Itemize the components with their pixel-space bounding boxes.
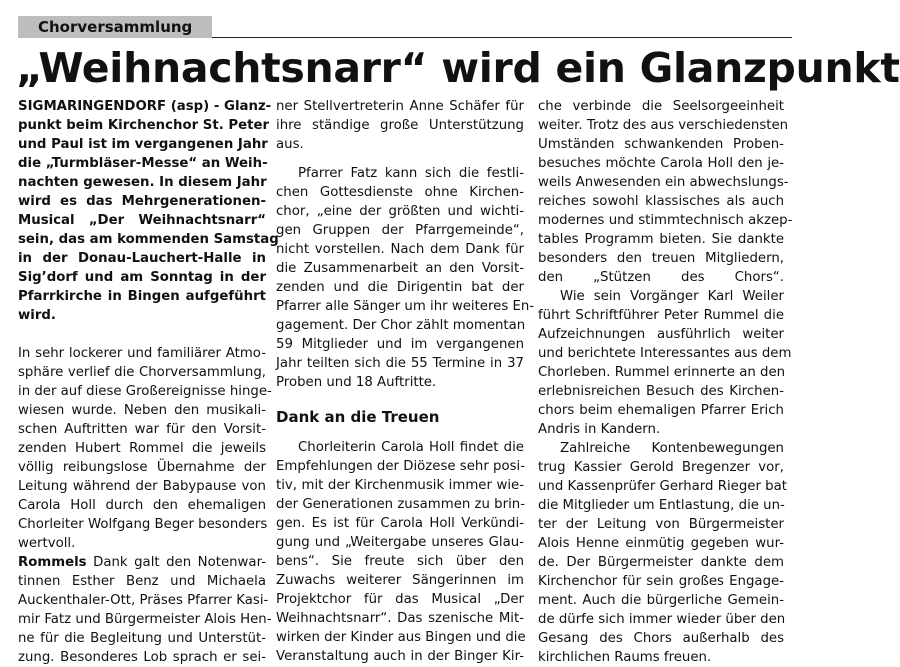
text-line: mir Fatz und Bürgermeister Alois Hen- [18,612,272,627]
text-line: die Mitglieder um Entlastung, die un- [538,498,785,513]
text-line: den „Stützen des Chors“. [538,270,784,285]
text-line: wirken der Kinder aus Bingen und die [276,630,526,645]
text-line: führt Schriftführer Peter Rummel die [538,308,784,323]
text-line: punkt beim Kirchenchor St. Peter [18,118,270,133]
text-line: weils Anwesenden ein abwechslungs- [538,175,789,190]
subheading: Dank an die Treuen [276,408,440,426]
text-line: ment. Auch die bürgerliche Gemein- [538,593,784,608]
text-line: bens“. Sie freute sich über den [276,554,524,569]
text-line: ne für die Begleitung und Unterstüt- [18,631,266,646]
text-line: in der auf diese Großereignisse hinge- [18,384,272,399]
text-line: Musical „Der Weihnachtsnarr“ [18,213,266,228]
text-line: Leitung während der Babypause von [18,479,266,494]
text-line: und Kassenprüfer Gerhard Rieger bat [538,479,787,494]
text-line: gen Gruppen der Pfarrgemeinde“, [276,223,524,238]
text-line: aus. [276,137,304,152]
header-rule [212,37,792,38]
text-line: chors beim ehemaligen Pfarrer Erich [538,403,784,418]
text-line: Empfehlungen der Diözese sehr posi- [276,459,526,474]
text-line: ihre ständige große Unterstützung [276,118,524,133]
section-kicker [18,16,212,38]
text-line: trug Kassier Gerold Bregenzer vor, [538,460,784,475]
text-line: In sehr lockerer und familiärer Atmo- [18,346,266,361]
text-line: chor, „eine der größten und wichti- [276,204,524,219]
text-line: wiesen wurde. Neben den musikali- [18,403,266,418]
text-line: tables Programm bieten. Sie dankte [538,232,784,247]
text-line: sphäre verlief die Chorversammlung, [18,365,266,380]
text-line: die „Turmbläser-Messe“ an Weih- [18,156,268,171]
text-line: Sig’dorf und am Sonntag in der [18,270,266,285]
text-line: Projektchor für das Musical „Der [276,592,524,607]
text-line: völlig reibungslose Übernahme der [18,460,266,475]
text-line: Wie sein Vorgänger Karl Weiler [560,289,784,304]
paragraph [276,164,535,392]
text-line: Zuwachs weiterer Sängerinnen im [276,573,524,588]
text-line: Alois Henne einmütig gegeben wur- [538,536,784,551]
text-line: gung und „Weitergabe unseres Glau- [276,535,524,550]
text-line: Zahlreiche Kontenbewegungen [560,441,784,456]
text-line: besonders den treuen Mitgliedern, [538,251,784,266]
text-line: wertvoll. [18,536,76,551]
lead-paragraph [18,97,279,325]
text-line: de. Der Bürgermeister dankte dem [538,555,784,570]
text-line: Pfarrer Fatz kann sich die festli- [298,166,524,181]
text-line: die Zusammenarbeit an den Vorsit- [276,261,524,276]
text-line: besuches möchte Carola Holl den je- [538,156,784,171]
text-line: 59 Mitglieder und im vergangenen [276,337,524,352]
text-line: Proben und 18 Auftritte. [276,375,437,390]
text-line: SIGMARINGENDORF (asp) - Glanz- [18,99,272,114]
paragraph [276,438,524,666]
text-line: chen Gottesdienste ohne Kirchen- [276,185,524,200]
text-line: Veranstaltung auch in der Binger Kir- [276,649,524,664]
kicker-label: Chorversammlung [38,18,193,36]
text-line: Kirchenchor für sein großes Engage- [538,574,784,589]
text-run: Dank galt den Notenwar- [86,555,266,570]
text-line: und Paul ist im vergangenen Jahr [18,137,268,152]
text-line: zenden Hubert Rommel die jeweils [18,441,266,456]
text-line: wird. [18,308,56,323]
text-line: Pfarrer alle Sänger um ihr weiteres En- [276,299,535,314]
text-line: wird es das Mehrgenerationen- [18,194,266,209]
paragraph [538,287,792,439]
column-1 [18,97,279,667]
text-line: che verbinde die Seelsorgeeinheit [538,99,784,114]
text-line: gen. Es ist für Carola Holl Verkündi- [276,516,524,531]
column-2 [276,97,535,666]
text-line: tinnen Esther Benz und Michaela [18,574,266,589]
text-line: und berichtete Interessantes aus dem [538,346,792,361]
text-line: kirchlichen Raums freuen. [538,650,712,665]
text-line: nachten gewesen. In diesem Jahr [18,175,267,190]
text-line: Jahr teilten sich die 55 Termine in 37 [276,356,524,371]
paragraph [538,97,793,287]
paragraph [18,553,272,667]
text-line: de dürfe sich immer wieder über den [538,612,786,627]
bold-lead-word: Rommels [18,555,87,570]
text-line: nicht vorstellen. Nach dem Dank für [276,242,524,257]
text-line: Auckenthaler-Ott, Präses Pfarrer Kasi- [18,593,269,608]
text-line: erlebnisreichen Besuch des Kirchen- [538,384,784,399]
paragraph [18,344,272,553]
text-line: in der Donau-Lauchert-Halle in [18,251,266,266]
text-line: der Generationen zusammen zu brin- [276,497,526,512]
text-line: Chorleben. Rummel erinnerte an den [538,365,786,380]
text-line: sein, das am kommenden Samstag [18,232,279,247]
text-line: schen Auftritten war für den Vorsit- [18,422,266,437]
text-line: Aufzeichnungen ausführlich weiter [538,327,784,342]
text-line: gagement. Der Chor zählt momentan [276,318,526,333]
text-line: reiches sowohl klassisches als auch [538,194,784,209]
text-line: Pfarrkirche in Bingen aufgeführt [18,289,266,304]
paragraph [276,97,524,154]
column-3 [538,97,793,667]
text-line: weiter. Trotz des aus verschiedensten [538,118,789,133]
text-line: Umständen schwankenden Proben- [538,137,784,152]
text-line: modernes und stimmtechnisch akzep- [538,213,793,228]
text-line: Chorleiter Wolfgang Beger besonders [18,517,268,532]
text-line [18,553,266,572]
text-line: Andris in Kandern. [538,422,661,437]
text-line: Chorleiterin Carola Holl findet die [298,440,524,455]
text-line: ner Stellvertreterin Anne Schäfer für [276,99,524,114]
paragraph [538,439,787,667]
text-line: tiv, mit der Kirchenmusik immer wie- [276,478,524,493]
text-line: Weihnachtsnarr“. Das szenische Mit- [276,611,524,626]
headline: „Weihnachtsnarr“ wird ein Glanzpunkt [16,44,900,92]
text-line: zenden und die Dirigentin bat der [276,280,524,295]
text-line: ter der Leitung von Bürgermeister [538,517,784,532]
text-line: Gesang des Chors außerhalb des [538,631,784,646]
text-line: Carola Holl durch den ehemaligen [18,498,266,513]
text-line: zung. Besonderes Lob sprach er sei- [18,650,266,665]
